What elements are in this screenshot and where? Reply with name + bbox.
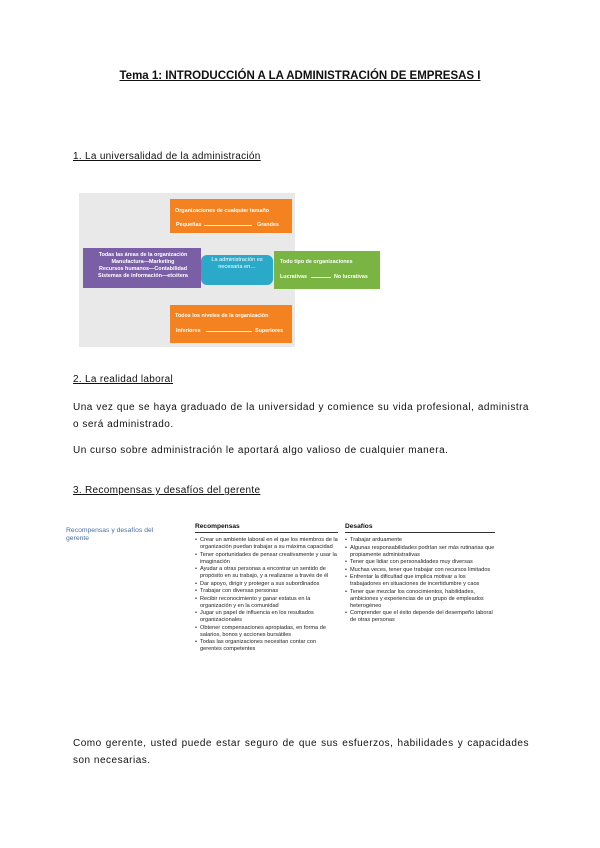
diagram-box-types-high: No lucrativas xyxy=(334,274,368,280)
diagram-box-types-low: Lucrativas xyxy=(280,274,307,280)
diagram-center-box xyxy=(201,255,273,285)
diagram-arrow-icon xyxy=(204,225,252,226)
diagram-box-levels-header: Todos los niveles de la organización xyxy=(175,313,269,319)
diagram-box-types xyxy=(274,251,380,289)
section-heading-universality: 1. La universalidad de la administración xyxy=(73,151,261,162)
diagram-box-levels-low: Inferiores xyxy=(176,328,201,334)
reward-item: • Jugar un papel de influencia en los resultados organizacionales xyxy=(195,610,338,624)
section-heading-rewards: 3. Recompensas y desafíos del gerente xyxy=(73,485,261,496)
diagram-box-levels xyxy=(170,305,292,343)
reward-item: • Dar apoyo, dirigir y proteger a sus subordinados xyxy=(195,581,338,588)
reward-item: • Obtener compensaciones apropiadas, en forma de salarios, bonos y acciones bursátiles xyxy=(195,625,338,639)
paragraph-manager: Como gerente, usted puede estar seguro de que sus esfuerzos, habilidades y capacidades son necesarias. xyxy=(73,738,529,766)
diagram-box-levels-high: Superiores xyxy=(255,328,284,334)
diagram-box-areas-line2: Manufactura—Marketing xyxy=(111,259,175,265)
reward-item: • Ayudar a otras personas a encontrar un sentido de propósito en su trabajo, y a realizarse a través de él xyxy=(195,566,338,580)
administration-universality-diagram xyxy=(79,193,295,347)
challenge-item: • Tener que mezclar los conocimientos, habilidades, ambiciones y experiencias de un grupo de empleados heterogéneo xyxy=(345,589,495,610)
challenge-item: • Enfrentar la dificultad que implica motivar a los trabajadores en situaciones de incertidumbre y caos xyxy=(345,574,495,588)
reward-item: • Recibir reconocimiento y ganar estatus en la organización y en la comunidad xyxy=(195,596,338,610)
challenges-header: Desafíos xyxy=(345,523,495,533)
challenge-item: • Trabajar arduamente xyxy=(345,537,495,544)
paragraph-course: Un curso sobre administración le aportará algo valioso de cualquier manera. xyxy=(73,445,449,456)
diagram-box-size-header: Organizaciones de cualquier tamaño xyxy=(175,208,270,214)
reward-item: • Todas las organizaciones necesitan contar con gerentes competentes xyxy=(195,639,338,653)
rewards-list xyxy=(195,537,338,653)
diagram-box-size-low: Pequeñas xyxy=(176,222,202,228)
table-caption: Recompensas y desafíos del gerente xyxy=(66,527,154,542)
section-heading-reality: 2. La realidad laboral xyxy=(73,374,173,385)
diagram-box-size xyxy=(170,199,292,233)
reward-item: • Crear un ambiente laboral en el que los miembros de la organización puedan trabajar a su máxima capacidad xyxy=(195,537,338,551)
paragraph-graduate: Una vez que se haya graduado de la universidad y comience su vida profesional, administra o será administrado. xyxy=(73,402,529,430)
challenge-item: • Tener que lidiar con personalidades muy diversas xyxy=(345,559,495,566)
rewards-column xyxy=(195,523,338,654)
reward-item: • Trabajar con diversas personas xyxy=(195,588,338,595)
diagram-box-areas-line1: Todas las áreas de la organización xyxy=(98,252,188,258)
challenge-item: • Muchas veces, tener que trabajar con recursos limitados xyxy=(345,567,495,574)
diagram-arrow-icon xyxy=(311,277,331,278)
challenge-item: • Comprender que el éxito depende del desempeño laboral de otras personas xyxy=(345,610,495,624)
diagram-box-areas-line3: Recursos humanos—Contabilidad xyxy=(98,266,188,272)
diagram-box-size-high: Grandes xyxy=(257,222,279,228)
diagram-center-text: La administración es necesaria en… xyxy=(211,257,263,270)
document-title: Tema 1: INTRODUCCIÓN A LA ADMINISTRACIÓN DE EMPRESAS I xyxy=(119,70,481,82)
reward-item: • Tener oportunidades de pensar creativamente y usar la imaginación xyxy=(195,552,338,566)
rewards-header: Recompensas xyxy=(195,523,338,533)
challenge-item: • Algunas responsabilidades podrían ser más rutinarias que propiamente administrativas xyxy=(345,545,495,559)
diagram-box-types-header: Todo tipo de organizaciones xyxy=(280,259,353,265)
challenges-list xyxy=(345,537,495,624)
diagram-box-areas xyxy=(83,248,201,288)
diagram-box-areas-line4: Sistemas de información—etcétera xyxy=(98,273,188,279)
rewards-challenges-table xyxy=(66,523,496,713)
diagram-arrow-icon xyxy=(206,331,252,332)
challenges-column xyxy=(345,523,495,625)
